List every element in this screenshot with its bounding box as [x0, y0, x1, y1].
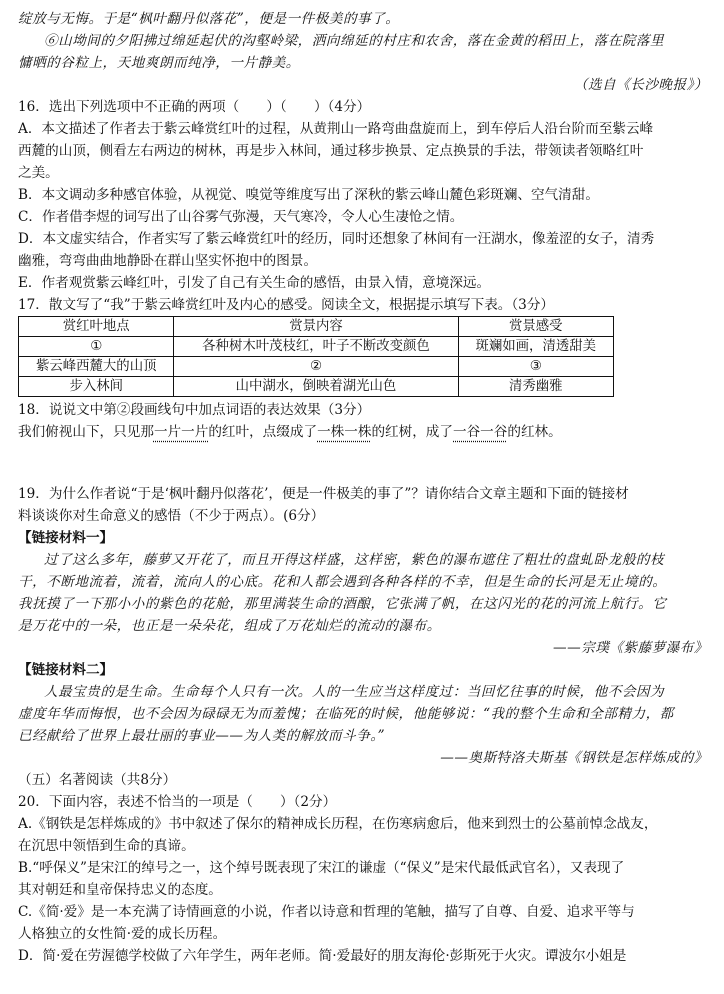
table-header-row	[19, 317, 614, 337]
q20-option-d: D．简·爱在劳渥德学校做了六年学生，两年老师。简·爱最好的朋友海伦·彭斯死于火灾。谭波尔小姐是	[18, 948, 627, 964]
table-header-cell: 赏景感受	[458, 317, 613, 337]
q16-option-c: C．作者借李煜的词写出了山谷雾气弥漫，天气寒冷，令人心生凄怆之情。	[18, 209, 464, 225]
answer-space	[18, 443, 708, 483]
link-material-2-text: 虚度年华而悔恨，也不会因为碌碌无为而羞愧；在临死的时候，他能够说：“我的整个生命和全部精力，都	[18, 706, 674, 722]
table-cell: 清秀幽雅	[458, 377, 613, 397]
table-row	[19, 357, 614, 377]
q16-option-b: B．本文调动多种感官体验，从视觉、嗅觉等维度写出了深秋的紫云峰山麓色彩斑斓、空气清甜。	[18, 187, 599, 203]
q20-option-a: A.《钢铁是怎样炼成的》书中叙述了保尔的精神成长历程，在伤寒病愈后，他来到烈士的公墓前悼念战友，	[18, 816, 658, 832]
passage-line: 绽放与无悔。于是“枫叶翻丹似落花”，便是一件极美的事了。	[18, 11, 400, 27]
section-5-title: （五）名著阅读（共8分）	[18, 772, 177, 788]
table-row	[19, 337, 614, 357]
table-header-cell: 赏景内容	[174, 317, 458, 337]
link-material-1-text: 是万花中的一朵，也正是一朵朵花，组成了万花灿烂的流动的瀑布。	[18, 618, 441, 634]
table-cell: 斑斓如画，清透甜美	[458, 337, 613, 357]
table-cell: 步入林间	[19, 377, 174, 397]
link-material-2-source: ——奥斯特洛夫斯基《钢铁是怎样炼成的》	[440, 750, 708, 766]
link-material-1-text: 干，不断地流着，流着，流向人的心底。花和人都会遇到各种各样的不幸，但是生命的长河是无止境的。	[18, 574, 667, 590]
q16-option-d: 幽雅，弯弯曲曲地静卧在群山坚实怀抱中的图景。	[18, 253, 318, 269]
q16-option-a: 西麓的山顶，侧看左右两边的树林，再是步入林间，通过移步换景、定点换景的手法，带领读者领略红叶	[18, 143, 644, 159]
table-cell: 山中湖水，倒映着湖光山色	[174, 377, 458, 397]
q16-option-e: E．作者观赏紫云峰红叶，引发了自己有关生命的感悟，由景入情，意境深远。	[18, 275, 491, 291]
dotted-word: 一株一株	[317, 424, 372, 440]
q17-table	[18, 316, 614, 397]
link-material-2-text: 人最宝贵的是生命。生命每个人只有一次。人的一生应当这样度过：当回忆往事的时候，他不会因为	[44, 684, 665, 700]
link-material-1-text: 过了这么多年，藤萝又开花了，而且开得这样盛，这样密，紫色的瀑布遮住了粗壮的盘虬卧龙般的枝	[44, 552, 665, 568]
table-cell: 各种树木叶茂枝红，叶子不断改变颜色	[174, 337, 458, 357]
table-cell: ①	[19, 337, 174, 357]
table-row	[19, 377, 614, 397]
sentence-text: 的红林。	[507, 424, 562, 440]
link-material-1-title: 【链接材料一】	[18, 530, 114, 546]
passage-source: （选自《长沙晚报》）	[573, 77, 708, 93]
link-material-2-title: 【链接材料二】	[18, 662, 114, 678]
q18-quoted-sentence	[18, 421, 708, 443]
passage-line: 慵晒的谷粒上，天地爽朗而纯净，一片静美。	[18, 55, 300, 71]
table-cell: ③	[458, 357, 613, 377]
link-material-1-text: 我抚摸了一下那小小的紫色的花舱，那里满装生命的酒酿，它张满了帆，在这闪光的花的河流上航行。它	[18, 596, 667, 612]
link-material-2-text: 已经献给了世界上最壮丽的事业——为人类的解放而斗争。”	[18, 728, 386, 744]
dotted-word: 一谷一谷	[453, 424, 508, 440]
q20-option-b: B.“呼保义”是宋江的绰号之一，这个绰号既表现了宋江的谦虚（“保义”是宋代最低武官名），又表现了	[18, 860, 625, 876]
question-17-stem: 17．散文写了“我”于紫云峰赏红叶及内心的感受。阅读全文，根据提示填写下表。（3分）	[18, 297, 555, 313]
dotted-word: 一片一片	[153, 424, 209, 440]
q16-option-a: A．本文描述了作者去于紫云峰赏红叶的过程，从黄荆山一路弯曲盘旋而上，到车停后人沿台阶而至紫云峰	[18, 121, 654, 137]
sentence-text: 我们俯视山下，只见那	[18, 424, 154, 440]
question-19-stem: 19．为什么作者说“于是‘枫叶翻丹似落花’，便是一件极美的事了”？请你结合文章主题和下面的链接材	[18, 486, 629, 502]
question-16-stem: 16．选出下列选项中不正确的两项（ ）（ ）（4分）	[18, 99, 371, 115]
q20-option-c: C.《简·爱》是一本充满了诗情画意的小说，作者以诗意和哲理的笔触，描写了自尊、自爱、追求平等与	[18, 904, 635, 920]
q20-option-b: 其对朝廷和皇帝保持忠义的态度。	[18, 882, 222, 898]
q20-option-a: 在沉思中领悟到生命的真谛。	[18, 838, 195, 854]
link-material-1-source: ——宗璞《紫藤萝瀑布》	[552, 640, 708, 656]
sentence-text: 的红树，成了	[371, 424, 453, 440]
q16-option-d: D．本文虚实结合，作者实写了紫云峰赏红叶的经历，同时还想象了林间有一汪湖水，像羞涩的女子，清秀	[18, 231, 655, 247]
sentence-text: 的红叶，点缀成了	[208, 424, 318, 440]
q16-option-a: 之美。	[18, 165, 59, 181]
question-19-stem: 料谈谈你对生命意义的感悟（不少于两点）。(6分）	[18, 508, 325, 524]
question-18-stem: 18．说说文中第②段画线句中加点词语的表达效果（3分）	[18, 402, 371, 418]
question-20-stem: 20．下面内容，表述不恰当的一项是（ ）（2分）	[18, 794, 337, 810]
table-cell: ②	[174, 357, 458, 377]
table-cell: 紫云峰西麓大的山顶	[19, 357, 174, 377]
q20-option-c: 人格独立的女性简·爱的成长历程。	[18, 926, 227, 942]
table-header-cell: 赏红叶地点	[19, 317, 174, 337]
exam-page	[18, 8, 708, 967]
passage-paragraph-6: ⑥山坳间的夕阳拂过绵延起伏的沟壑岭梁，洒向绵延的村庄和农舍，落在金黄的稻田上，落在院落里	[44, 33, 665, 49]
